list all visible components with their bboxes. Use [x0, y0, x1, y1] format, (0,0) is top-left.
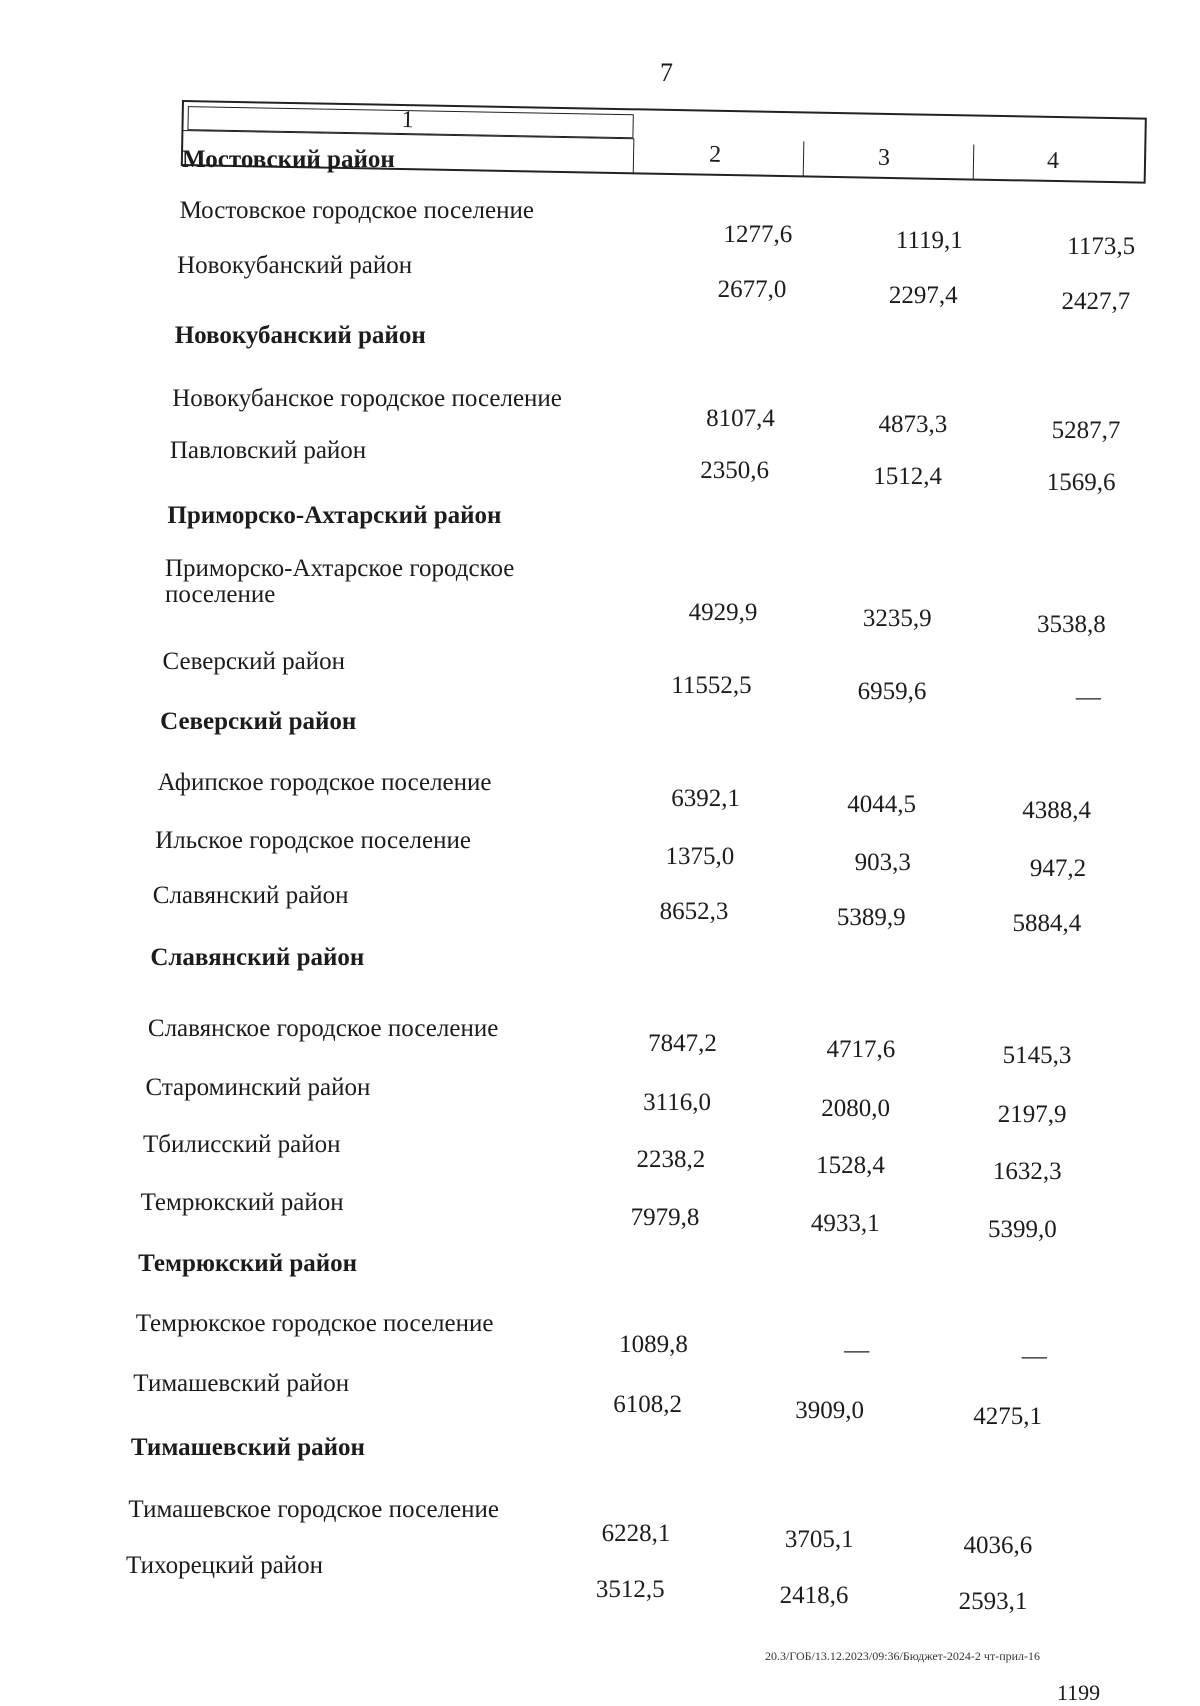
- row-name: Тимашевский район: [133, 1370, 350, 1397]
- row-value-col-4: 5145,3: [1002, 1042, 1072, 1069]
- row-value-col-2: 1277,6: [723, 221, 793, 248]
- row-value-col-2: 3116,0: [643, 1089, 711, 1116]
- row-value-col-3: 4933,1: [810, 1210, 880, 1237]
- row-value-col-2: 7847,2: [648, 1030, 717, 1057]
- column-header-2: 2: [708, 141, 722, 168]
- row-value-col-3: 1512,4: [873, 463, 942, 490]
- row-value-col-2: 3512,5: [595, 1576, 665, 1603]
- row-value-col-3: 3235,9: [862, 605, 932, 632]
- row-value-col-3: 3705,1: [784, 1526, 854, 1553]
- row-value-col-2: 6228,1: [601, 1520, 671, 1547]
- row-value-col-2: 8107,4: [706, 405, 775, 432]
- row-value-col-3: 6959,6: [857, 678, 927, 705]
- row-value-col-3: 3909,0: [795, 1397, 864, 1424]
- row-value-col-3: 2418,6: [779, 1582, 849, 1609]
- row-value-col-2: 11552,5: [671, 672, 752, 699]
- row-value-col-3: 1119,1: [895, 227, 963, 254]
- section-heading: Мостовский район: [182, 146, 395, 173]
- row-name: Приморско-Ахтарское городское поселение: [164, 555, 515, 608]
- row-value-col-3: 2080,0: [821, 1095, 890, 1122]
- row-value-col-3: —: [844, 1337, 870, 1364]
- row-name: Славянский район: [152, 882, 349, 909]
- row-value-col-4: 4275,1: [973, 1403, 1042, 1430]
- section-heading: Темрюкский район: [138, 1250, 358, 1277]
- row-value-col-4: 5884,4: [1012, 910, 1082, 937]
- row-name: Тбилисский район: [143, 1131, 341, 1158]
- row-value-col-4: —: [1075, 684, 1101, 711]
- row-name: Тихорецкий район: [126, 1552, 324, 1579]
- row-value-col-3: 4044,5: [847, 791, 916, 818]
- row-value-col-3: 1528,4: [816, 1152, 885, 1179]
- row-value-col-2: 4929,9: [688, 599, 758, 626]
- row-value-col-4: 2427,7: [1061, 288, 1131, 315]
- row-name: Мостовское городское поселение: [179, 197, 534, 224]
- row-value-col-4: 3538,8: [1036, 611, 1106, 638]
- row-name: Афипское городское поселение: [157, 769, 492, 796]
- column-header-4: 4: [1046, 147, 1060, 175]
- row-value-col-2: 7979,8: [630, 1204, 700, 1231]
- row-value-col-2: 1375,0: [665, 843, 735, 870]
- row-name: Темрюкское городское поселение: [135, 1310, 494, 1337]
- section-heading: Северский район: [160, 708, 357, 735]
- row-value-col-4: 5399,0: [987, 1216, 1057, 1243]
- section-heading: Тимашевский район: [130, 1434, 365, 1461]
- column-header-1: 1: [401, 107, 414, 134]
- page-id: 1199: [1057, 1680, 1101, 1705]
- row-value-col-4: 2197,9: [997, 1101, 1067, 1128]
- row-value-col-3: 903,3: [854, 849, 911, 876]
- row-value-col-2: 2350,6: [700, 457, 769, 484]
- page-number: 7: [660, 58, 673, 87]
- row-name: Тимашевское городское поселение: [128, 1496, 500, 1523]
- row-name: Староминский район: [145, 1074, 371, 1101]
- row-value-col-3: 2297,4: [888, 282, 958, 309]
- section-heading: Славянский район: [150, 944, 365, 971]
- section-heading: Новокубанский район: [174, 322, 426, 349]
- row-name: Новокубанское городское поселение: [172, 385, 562, 412]
- row-value-col-4: 1632,3: [992, 1158, 1062, 1185]
- row-value-col-4: 4388,4: [1022, 797, 1091, 824]
- row-name: Темрюкский район: [140, 1189, 344, 1216]
- row-value-col-4: 4036,6: [963, 1532, 1033, 1559]
- row-name: Славянское городское поселение: [147, 1015, 499, 1042]
- document-footer: 20.3/ГОБ/13.12.2023/09:36/Бюджет-2024-2 чт-прил-16: [765, 1649, 1041, 1663]
- row-value-col-2: 6108,2: [613, 1391, 682, 1418]
- row-value-col-3: 5389,9: [836, 904, 906, 931]
- row-value-col-2: 2677,0: [717, 276, 787, 303]
- row-name: Северский район: [162, 648, 345, 675]
- row-value-col-3: 4717,6: [826, 1036, 896, 1063]
- row-value-col-4: 2593,1: [958, 1588, 1028, 1615]
- row-value-col-4: 1569,6: [1046, 469, 1116, 496]
- row-value-col-4: 1173,5: [1067, 233, 1136, 260]
- column-header-3: 3: [877, 144, 891, 171]
- row-value-col-4: 5287,7: [1051, 417, 1121, 444]
- row-value-col-2: 8652,3: [659, 898, 729, 925]
- row-value-col-2: 2238,2: [636, 1146, 706, 1173]
- row-name: Новокубанский район: [177, 252, 413, 279]
- row-name: Ильское городское поселение: [155, 827, 471, 854]
- row-name: Павловский район: [169, 437, 367, 464]
- row-value-col-4: 947,2: [1029, 855, 1087, 882]
- row-value-col-2: 6392,1: [671, 785, 740, 812]
- row-value-col-3: 4873,3: [878, 411, 948, 438]
- row-value-col-2: 1089,8: [619, 1331, 688, 1358]
- row-value-col-4: —: [1021, 1343, 1047, 1370]
- section-heading: Приморско-Ахтарский район: [167, 502, 502, 529]
